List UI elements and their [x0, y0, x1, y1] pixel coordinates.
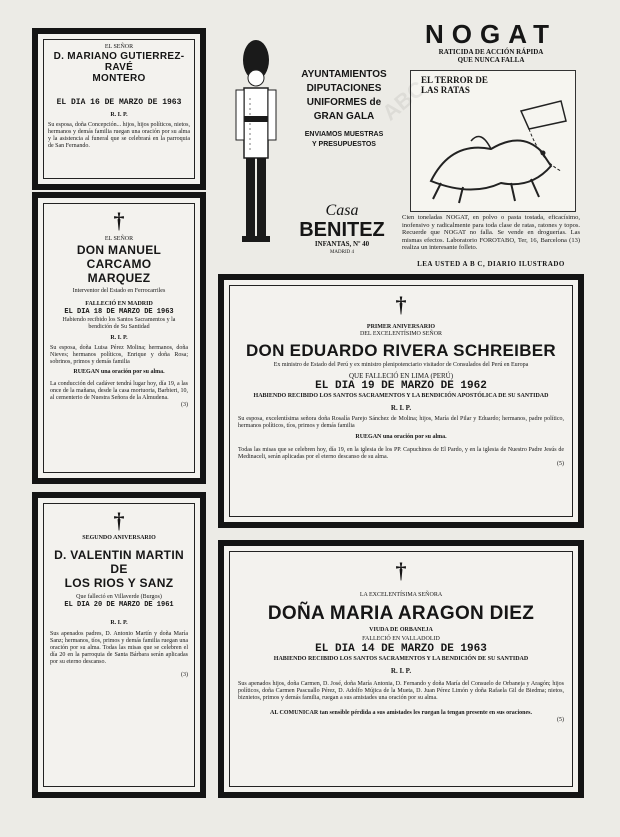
benitez-line3: UNIFORMES de: [306, 97, 382, 108]
notice4-body: Su esposa, excelentísima señora doña Rosalía Parejo Sánchez de Molina; hijos, María del Pilar y Eduardo; hermanos, padre político, hermanos políticos, tíos, primos y demás familia: [238, 416, 564, 429]
notice1-date: EL DIA 16 DE MARZO DE 1963: [56, 98, 182, 107]
notice3-name1: D. VALENTIN MARTIN DE: [54, 548, 184, 576]
notice5-body2: AL COMUNICAR tan sensible pérdida a sus amistades les ruegan la tengan presente en sus oraciones.: [270, 710, 532, 716]
notice1-title: EL SEÑOR: [104, 44, 134, 50]
benitez-line6: Y PRESUPUESTOS: [312, 141, 376, 148]
notice2-ruegan: RUEGAN una oración por su alma.: [73, 369, 165, 375]
notice3-date: EL DIA 20 DE MARZO DE 1961: [64, 601, 174, 609]
notice2-rip: R. I. P.: [110, 335, 128, 341]
notice-rivera-schreiber: [218, 274, 584, 528]
notice4-died: QUE FALLECIÓ EN LIMA (PERÚ): [348, 372, 454, 380]
notice4-body2: Todas las misas que se celebren hoy, día 19, en la iglesia de los PP. Capuchinos de El Pardo, y en la iglesia de Nuestro Padre Jesús de Medinaceli, serán aplicadas por el eterno descanso de su alma.: [238, 447, 564, 460]
notice1-name1: D. MARIANO GUTIERREZ-RAVÉ: [53, 51, 185, 73]
notice3-rip: R. I. P.: [110, 620, 128, 626]
nogat-brand: NOGAT: [425, 19, 557, 49]
notice-carcamo-marquez: [32, 192, 206, 484]
rat-icon: [411, 71, 575, 211]
notice2-title: EL SEÑOR: [104, 236, 134, 242]
cross-icon: †: [113, 208, 125, 233]
benitez-line5: ENVIAMOS MUESTRAS: [304, 131, 384, 138]
notice2-date: EL DIA 18 DE MARZO DE 1963: [64, 308, 174, 316]
benitez-addr: INFANTAS, Nº 40: [314, 240, 370, 248]
notice5-date: EL DIA 14 DE MARZO DE 1963: [315, 643, 487, 655]
notice5-ref: (5): [557, 717, 564, 723]
notice4-title: PRIMER ANIVERSARIO: [366, 324, 436, 330]
benitez-line1: AYUNTAMIENTOS: [301, 69, 387, 80]
notice2-died: FALLECIÓ EN MADRID: [85, 301, 153, 307]
nogat-footer: LEA USTED A B C, DIARIO ILUSTRADO: [417, 260, 565, 268]
notice5-body: Sus apenados hijos, doña Carmen, D. José, doña María Antonia, D. Fernando y doña María del Consuelo de Orbaneja y Aragón; hijos políticos, doña Carmen Pascuallo Pérez, D. Adolfo Mújica de la Mueta, D. Juan Pérez Limón y doña Rafaela Gil de Biedma; nietos, biznietos, primos y demás familia, ruegan a sus amistades una oración por su alma.: [238, 681, 564, 701]
notice4-rip: R. I. P.: [390, 404, 412, 412]
notice1-name2: MONTERO: [92, 73, 146, 84]
notice4-ref: (5): [557, 461, 564, 467]
notice3-ref: (3): [181, 672, 188, 678]
notice-gutierrez-rave: [32, 28, 206, 190]
watermark-text: ABC: [377, 75, 430, 126]
notice4-name: DON EDUARDO RIVERA SCHREIBER: [245, 341, 557, 360]
rats-illustration: [410, 70, 576, 212]
benitez-brand1: Casa: [325, 202, 359, 219]
notice3-body: Sus apenados padres, D. Antonio Martín y doña María Sanz; hermanos, tíos, primos y demás familia ruegan una oración por su alma. Todas las misas que se celebren el día 20 en la parroquia de Santa Bárbara serán aplicadas por su eterno descanso.: [50, 631, 188, 665]
benitez-line4: GRAN GALA: [313, 111, 375, 122]
notice2-body: Su esposa, doña Luisa Pérez Molina; hermanos, doña Nieves; hermanos políticos, Enrique y doña Rosa; sobrinos, primos y demás familia: [50, 345, 188, 365]
notice2-body2: La conducción del cadáver tendrá lugar hoy, día 19, a las once de la mañana, desde la casa mortuoria, Barbieri, 10, al cementerio de Nuestra Señora de la Almudena.: [50, 381, 188, 401]
notice1-rip: R. I. P.: [110, 112, 128, 118]
cross-icon: †: [395, 558, 407, 583]
notice2-sub: Interventor del Estado en Ferrocarriles: [72, 288, 166, 294]
notice5-sub: VIUDA DE ORBANEJA: [369, 627, 433, 633]
notice4-date: EL DIA 19 DE MARZO DE 1962: [315, 380, 487, 392]
nogat-tag2: QUE NUNCA FALLA: [457, 56, 525, 64]
notice2-name1: DON MANUEL CARCAMO: [76, 243, 162, 271]
benitez-brand2: BENITEZ: [299, 219, 385, 241]
notice-martin-de-los-rios: [32, 492, 206, 798]
nogat-tag1: RATICIDA DE ACCIÓN RÁPIDA: [438, 48, 544, 56]
notice2-name2: MARQUEZ: [87, 271, 151, 285]
benitez-city: MADRID 4: [329, 250, 355, 255]
notice3-name2: LOS RIOS Y SANZ: [64, 576, 174, 590]
notice4-title2: DEL EXCELENTÍSIMO SEÑOR: [359, 331, 443, 337]
notice5-died: FALLECIÓ EN VALLADOLID: [362, 636, 440, 642]
notice5-rip: R. I. P.: [390, 667, 412, 675]
notice1-body: Su esposa, doña Concepción... hijos, hijos políticos, nietos, hermanos y demás familia ruegan una oración por su alma y la asistencia al funeral que se celebrará en la parroquia de San Fernando.: [48, 122, 190, 149]
benitez-line2: DIPUTACIONES: [306, 83, 382, 94]
cross-icon: †: [113, 508, 125, 533]
notice5-title: LA EXCELENTÍSIMA SEÑORA: [359, 592, 443, 598]
notice3-title: SEGUNDO ANIVERSARIO: [82, 535, 156, 541]
nogat-ad: [398, 20, 584, 268]
notice2-ref: (3): [181, 402, 188, 408]
guard-illustration: [220, 30, 290, 260]
notice4-sacraments: HABIENDO RECIBIDO LOS SANTOS SACRAMENTOS Y LA BENDICIÓN APOSTÓLICA DE SU SANTIDAD: [253, 393, 549, 399]
notice2-sacraments: Habiendo recibido los Santos Sacramentos y la bendición de Su Santidad: [62, 317, 176, 330]
notice3-sub: Que falleció en Villaverde (Burgos): [76, 594, 162, 600]
nogat-body: Cien toneladas NOGAT, en polvo o pasta tostada, eficacísimo, inofensivo y radicalmente para toda clase de ratas, ratones y topos. Recuerde que NOGAT no falla. Se vende en droguerías. Las mismas efectos. Laboratorio FOROTABO, Ter, 16, Barcelona (13) realiza un interesante folleto.: [402, 214, 580, 251]
nogat-illus: EL TERROR DE LAS RATAS: [421, 75, 488, 95]
notice4-sub: Ex ministro de Estado del Perú y ex ministro plenipotenciario visitador de Consulados del Perú en Europa: [273, 362, 529, 368]
notice5-name: DOÑA MARIA ARAGON DIEZ: [267, 603, 535, 624]
cross-icon: †: [395, 292, 407, 317]
notice-aragon-diez: [218, 540, 584, 798]
notice5-sacraments: HABIENDO RECIBIDO LOS SANTOS SACRAMENTOS Y LA BENDICIÓN DE SU SANTIDAD: [273, 656, 529, 662]
notice4-ruegan: RUEGAN una oración por su alma.: [355, 434, 447, 440]
casa-benitez-ad: [218, 24, 396, 264]
